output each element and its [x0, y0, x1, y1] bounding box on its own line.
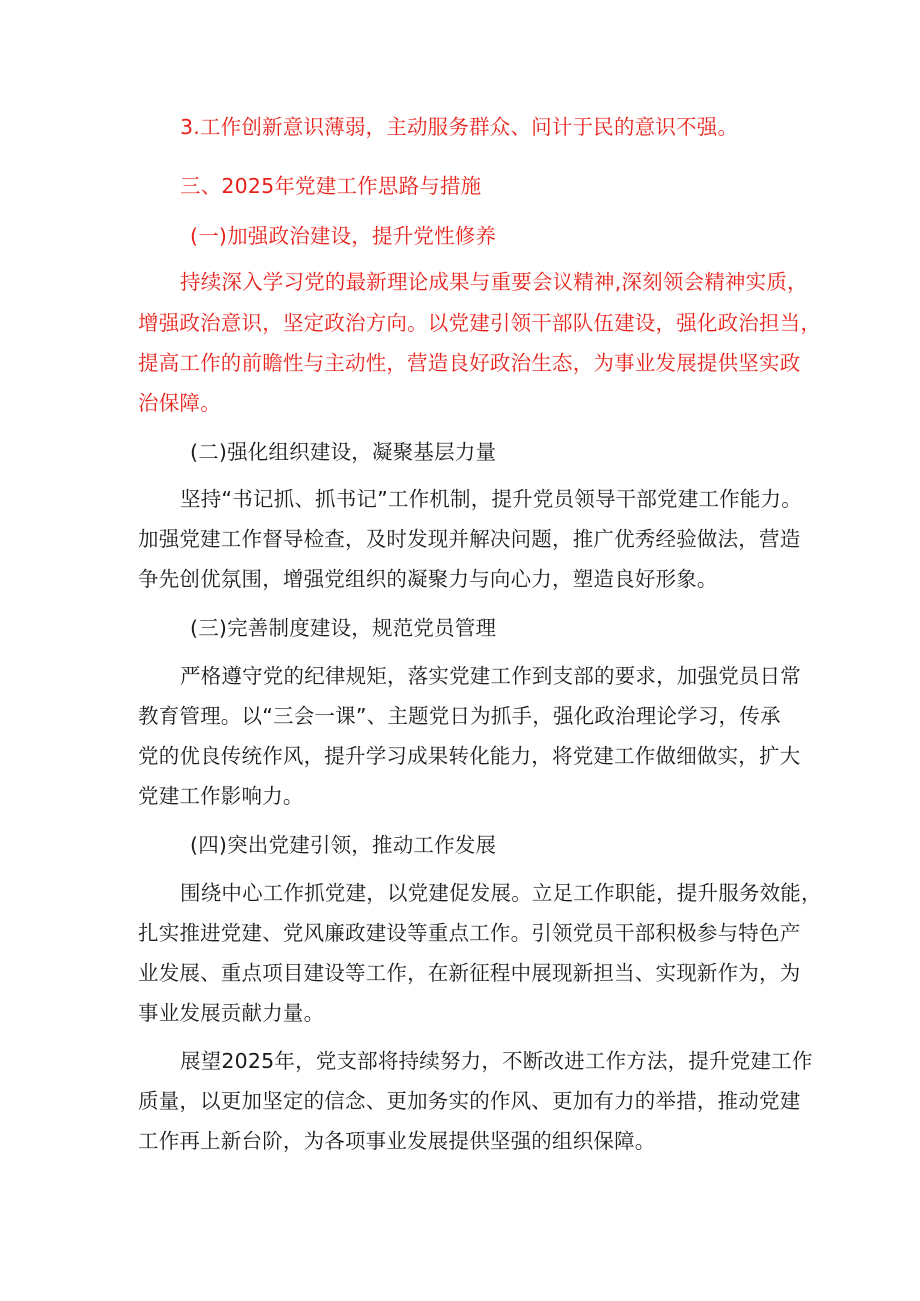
item-4-line-1: 围绕中心工作抓党建，以党建促发展。立足工作职能，提升服务效能，: [180, 881, 822, 905]
item-3-line-3: 党的优良传统作风，提升学习成果转化能力，将党建工作做细做实，扩大: [138, 744, 801, 768]
item-1-title: (一)加强政治建设，提升党性修养: [190, 224, 497, 248]
item-4-line-4: 事业发展贡献力量。: [138, 1001, 325, 1025]
outlook-line-1: 展望2025年，党支部将持续努力，不断改进工作方法，提升党建工作: [180, 1049, 813, 1073]
point-3: 3.工作创新意识薄弱，主动服务群众、问计于民的意识不强。: [180, 115, 739, 139]
item-4-line-3: 业发展、重点项目建设等工作，在新征程中展现新担当、实现新作为，为: [138, 961, 801, 985]
item-1-line-4: 治保障。: [138, 391, 221, 415]
item-1-line-1: 持续深入学习党的最新理论成果与重要会议精神,深刻领会精神实质，: [180, 270, 808, 294]
section-3-title: 三、2025年党建工作思路与措施: [180, 174, 482, 198]
item-3-line-2: 教育管理。以“三会一课”、主题党日为抓手，强化政治理论学习，传承: [138, 704, 781, 728]
item-2-title: (二)强化组织建设，凝聚基层力量: [190, 440, 497, 464]
item-3-title: (三)完善制度建设，规范党员管理: [190, 616, 497, 640]
item-3-line-1: 严格遵守党的纪律规矩，落实党建工作到支部的要求，加强党员日常: [180, 664, 801, 688]
outlook-line-3: 工作再上新台阶，为各项事业发展提供坚强的组织保障。: [138, 1129, 656, 1153]
item-3-line-4: 党建工作影响力。: [138, 784, 304, 808]
item-4-title: (四)突出党建引领，推动工作发展: [190, 833, 497, 857]
item-4-line-2: 扎实推进党建、党风廉政建设等重点工作。引领党员干部积极参与特色产: [138, 921, 801, 945]
item-1-line-2: 增强政治意识，坚定政治方向。以党建引领干部队伍建设，强化政治担当，: [138, 311, 822, 335]
item-2-line-3: 争先创优氛围，增强党组织的凝聚力与向心力，塑造良好形象。: [138, 567, 718, 591]
item-2-line-2: 加强党建工作督导检查，及时发现并解决问题，推广优秀经验做法，营造: [138, 527, 801, 551]
item-2-line-1: 坚持“书记抓、抓书记”工作机制，提升党员领导干部党建工作能力。: [180, 487, 802, 511]
item-1-line-3: 提高工作的前瞻性与主动性，营造良好政治生态，为事业发展提供坚实政: [138, 351, 801, 375]
outlook-line-2: 质量，以更加坚定的信念、更加务实的作风、更加有力的举措，推动党建: [138, 1089, 801, 1113]
